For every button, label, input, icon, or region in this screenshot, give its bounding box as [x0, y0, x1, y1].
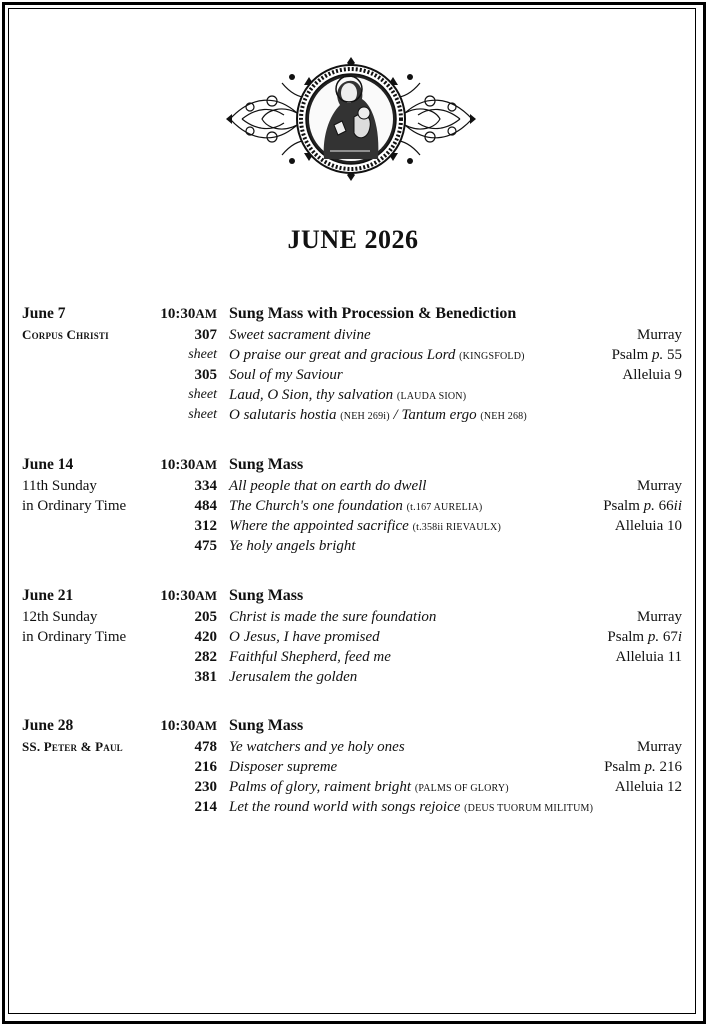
service-title: Sung Mass with Procession & Benediction: [229, 305, 517, 322]
hymn-number: 305: [194, 367, 217, 383]
event-time: 10:30AM: [160, 588, 217, 604]
hymn-title: All people that on earth do dwell: [229, 478, 427, 494]
hymn-title: Jerusalem the golden: [229, 669, 358, 685]
hymn-number: 420: [194, 629, 217, 645]
hymn-number: 205: [194, 609, 217, 625]
service-title: Sung Mass: [229, 587, 304, 604]
hymn-title: Let the round world with songs rejoice (DEUS TUORUM MILITUM): [229, 799, 594, 815]
hymn-title: Christ is made the sure foundation: [229, 609, 437, 625]
setting-note: Psalm p. 67i: [607, 629, 682, 645]
tune-name: (KINGSFOLD): [459, 351, 525, 362]
hymn-title: O praise our great and gracious Lord (KINGSFOLD): [229, 347, 525, 363]
setting-note: Psalm p. 66ii: [603, 498, 682, 514]
tune-name: (LAUDA SION): [396, 391, 467, 402]
tune-name: (NEH 268): [480, 411, 527, 422]
hymn-title: Faithful Shepherd, feed me: [229, 649, 391, 665]
event-occasion: 12th Sunday: [22, 609, 98, 625]
hymn-number: sheet: [188, 347, 217, 362]
event-time: 10:30AM: [160, 457, 217, 473]
hymn-title: Ye holy angels bright: [229, 538, 356, 554]
service-title: Sung Mass: [229, 717, 304, 734]
event-time: 10:30AM: [160, 306, 217, 322]
setting-note: Murray: [637, 478, 682, 494]
event-occasion: SS. Peter & Paul: [22, 739, 123, 754]
setting-note: Alleluia 11: [615, 649, 682, 665]
setting-note: Murray: [637, 739, 682, 755]
hymn-number: sheet: [188, 407, 217, 422]
hymn-title: Palms of glory, raiment bright (PALMS OF GLORY): [229, 779, 509, 795]
tune-name: (PALMS OF GLORY): [414, 783, 509, 794]
event-date: June 7: [22, 305, 66, 322]
service-title: Sung Mass: [229, 456, 304, 473]
tune-name: (t.358ii RIEVAULX): [412, 522, 501, 533]
setting-note: Murray: [637, 327, 682, 343]
event-occasion: in Ordinary Time: [22, 629, 127, 645]
hymn-title: The Church's one foundation (t.167 AURELIA): [229, 498, 483, 514]
setting-note: Psalm p. 216: [604, 759, 682, 775]
hymn-title: Sweet sacrament divine: [229, 327, 371, 343]
hymn-title: O salutaris hostia (NEH 269i) / Tantum ergo (NEH 268): [229, 407, 527, 423]
hymn-number: 312: [194, 518, 217, 534]
hymn-number: 214: [194, 799, 217, 815]
event-occasion: in Ordinary Time: [22, 498, 127, 514]
event-time: 10:30AM: [160, 718, 217, 734]
hymn-title: O Jesus, I have promised: [229, 629, 380, 645]
tune-name: (DEUS TUORUM MILITUM): [464, 803, 594, 814]
setting-note: Alleluia 12: [614, 779, 682, 795]
hymn-title: Disposer supreme: [229, 759, 338, 775]
hymn-number: 381: [194, 669, 217, 685]
hymn-title: Soul of my Saviour: [229, 367, 343, 383]
hymn-title: Where the appointed sacrifice (t.358ii RIEVAULX): [229, 518, 501, 534]
event-date: June 21: [22, 587, 74, 604]
hymn-number: sheet: [188, 387, 217, 402]
setting-note: Alleluia 9: [622, 367, 682, 383]
hymn-title: Laud, O Sion, thy salvation (LAUDA SION): [229, 387, 467, 403]
tune-name: (t.167 AURELIA): [406, 502, 483, 513]
hymn-number: 230: [194, 779, 217, 795]
hymn-number: 282: [194, 649, 217, 665]
hymn-number: 216: [194, 759, 217, 775]
hymn-number: 307: [194, 327, 217, 343]
hymn-title: Ye watchers and ye holy ones: [229, 739, 405, 755]
page-title: JUNE 2026: [287, 225, 419, 254]
hymn-number: 334: [194, 478, 217, 494]
event-date: June 14: [22, 456, 74, 473]
event-occasion: Corpus Christi: [22, 327, 109, 342]
event-date: June 28: [22, 717, 74, 734]
setting-note: Psalm p. 55: [611, 347, 682, 363]
setting-note: Alleluia 10: [614, 518, 682, 534]
setting-note: Murray: [637, 609, 682, 625]
hymn-number: 475: [194, 538, 217, 554]
madonna-emblem-icon: [222, 55, 480, 183]
tune-name: (NEH 269i): [340, 411, 390, 422]
hymn-number: 478: [194, 739, 217, 755]
event-occasion: 11th Sunday: [22, 478, 97, 494]
hymn-number: 484: [194, 498, 217, 514]
